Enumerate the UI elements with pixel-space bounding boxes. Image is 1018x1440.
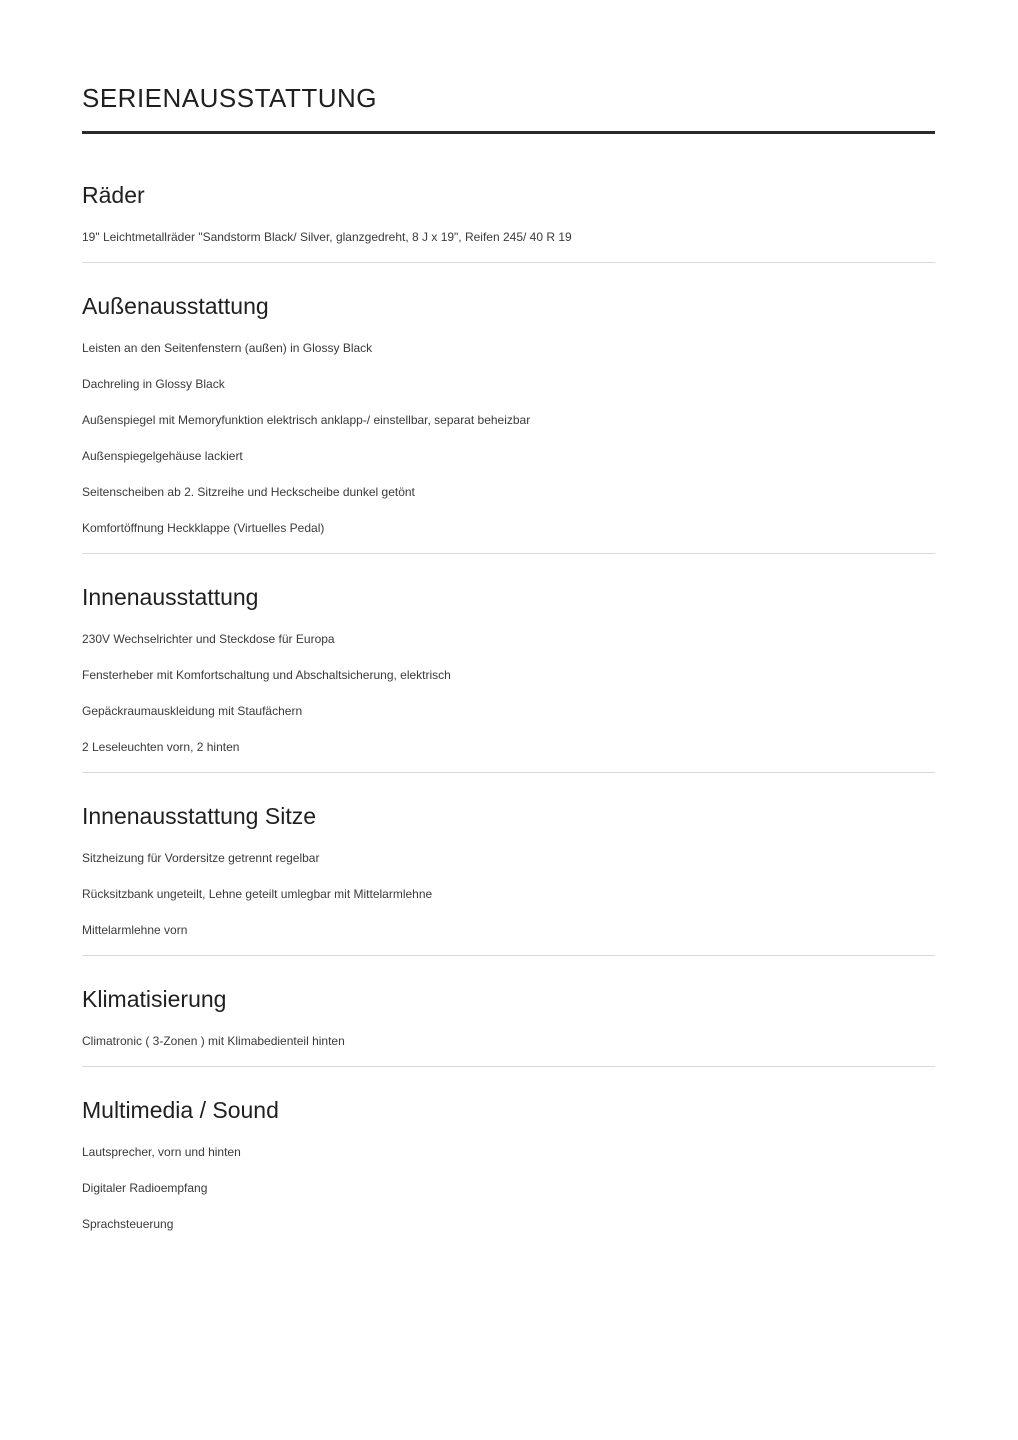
section-multimedia-sound — [82, 1096, 935, 1249]
section-list — [82, 340, 935, 536]
list-item: Rücksitzbank ungeteilt, Lehne geteilt umlegbar mit Mittelarmlehne — [82, 887, 433, 901]
list-item: Außenspiegel mit Memoryfunktion elektrisch anklapp-/ einstellbar, separat beheizbar — [82, 413, 531, 427]
list-item: Fensterheber mit Komfortschaltung und Abschaltsicherung, elektrisch — [82, 668, 451, 682]
list-item: Mittelarmlehne vorn — [82, 923, 188, 937]
section-title: Räder — [82, 182, 145, 208]
section-klimatisierung — [82, 985, 935, 1067]
sections-container — [82, 181, 935, 1249]
section-title: Innenausstattung — [82, 584, 259, 610]
section-title: Innenausstattung Sitze — [82, 803, 316, 829]
section-innenausstattung — [82, 583, 935, 773]
list-item: Sitzheizung für Vordersitze getrennt regelbar — [82, 851, 320, 865]
list-item: Komfortöffnung Heckklappe (Virtuelles Pedal) — [82, 521, 325, 535]
list-item: Climatronic ( 3-Zonen ) mit Klimabedienteil hinten — [82, 1034, 345, 1048]
section-list — [82, 1033, 935, 1049]
section-innenausstattung-sitze — [82, 802, 935, 956]
section-raeder — [82, 181, 935, 263]
list-item: Dachreling in Glossy Black — [82, 377, 225, 391]
document-page — [82, 0, 935, 1278]
list-item: Sprachsteuerung — [82, 1217, 174, 1231]
list-item: 230V Wechselrichter und Steckdose für Europa — [82, 632, 335, 646]
list-item: 2 Leseleuchten vorn, 2 hinten — [82, 740, 240, 754]
section-aussenausstattung — [82, 292, 935, 554]
section-title: Multimedia / Sound — [82, 1097, 279, 1123]
list-item: 19" Leichtmetallräder "Sandstorm Black/ Silver, glanzgedreht, 8 J x 19", Reifen 245/ 40 R 19 — [82, 230, 572, 244]
section-title: Außenausstattung — [82, 293, 269, 319]
list-item: Seitenscheiben ab 2. Sitzreihe und Heckscheibe dunkel getönt — [82, 485, 415, 499]
section-list — [82, 1144, 935, 1232]
list-item: Außenspiegelgehäuse lackiert — [82, 449, 243, 463]
list-item: Digitaler Radioempfang — [82, 1181, 208, 1195]
list-item: Gepäckraumauskleidung mit Staufächern — [82, 704, 303, 718]
section-title: Klimatisierung — [82, 986, 227, 1012]
section-list — [82, 631, 935, 755]
section-list — [82, 850, 935, 938]
page-title: SERIENAUSSTATTUNG — [82, 83, 378, 113]
list-item: Leisten an den Seitenfenstern (außen) in Glossy Black — [82, 341, 373, 355]
list-item: Lautsprecher, vorn und hinten — [82, 1145, 241, 1159]
section-list — [82, 229, 935, 245]
title-divider — [82, 131, 935, 134]
